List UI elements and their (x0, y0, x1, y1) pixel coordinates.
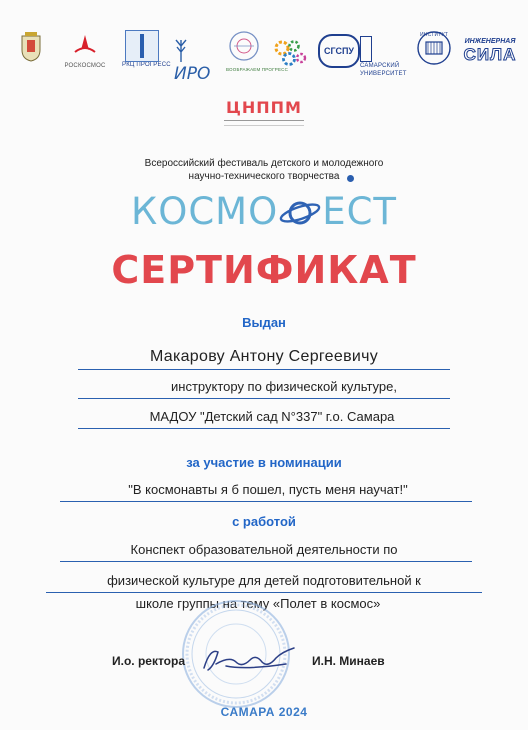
samara-university-emblem-icon (360, 36, 372, 62)
rkc-progress-label: РКЦ ПРОГРЕСС (122, 62, 171, 68)
institute-logo (416, 30, 452, 71)
iro-tree-icon (174, 34, 188, 64)
institute-label: ИНСТИТУТ (420, 32, 449, 38)
sgspu-logo (318, 34, 360, 68)
gears-logo (272, 38, 308, 73)
recipient-name: Макарову Антону Сергеевичу (149, 348, 379, 365)
recipient-underline (78, 369, 450, 370)
work-line-2-underline (46, 592, 482, 593)
work-line-1-underline (60, 561, 472, 562)
engineering-label-top: ИНЖЕНЕРНАЯ (464, 38, 516, 45)
planet-dot-icon (347, 175, 354, 182)
rkc-progress-logo (122, 30, 171, 68)
certificate-title: СЕРТИФИКАТ (111, 248, 417, 292)
organization-underline (78, 428, 450, 429)
recipient-position: инструктору по физической культуре, (171, 379, 397, 394)
cnppm-label: ЦНППМ (226, 98, 302, 117)
city-year: САМАРА 2024 (220, 705, 308, 719)
organization: МАДОУ "Детский сад N°337" г.о. Самара (149, 409, 395, 424)
signatory-name: И.Н. Минаев (312, 654, 385, 668)
kosmofest-title-left: КОСМО (130, 190, 279, 233)
iro-label: ИРО (174, 64, 211, 84)
work-title-line-1: Конспект образовательной деятельности по (130, 542, 398, 557)
work-title-line-2: физической культуре для детей подготовительной к (107, 573, 421, 588)
engineering-strength-logo (460, 38, 520, 65)
festival-description (0, 157, 528, 183)
signatory-role: И.о. ректора (112, 654, 186, 668)
festival-line-2: научно-технического творчества (188, 171, 340, 182)
partner-logos (14, 30, 519, 85)
samara-university-logo (360, 36, 410, 78)
roscosmos-logo (60, 34, 110, 69)
issued-label: Выдан (242, 315, 286, 330)
position-underline (78, 398, 450, 399)
cnppm-logo (0, 98, 528, 126)
festival-line-1: Всероссийский фестиваль детского и молодежного (144, 158, 384, 169)
imagine-progress-label: ВООБРАЖАЕМ ПРОГРЕСС (226, 67, 289, 72)
globe-icon (228, 30, 260, 62)
cnppm-caption (224, 120, 304, 126)
roscosmos-emblem-icon (72, 34, 98, 58)
roscosmos-label: РОСКОСМОС (64, 63, 106, 69)
work-title-line-3: школе группы на тему «Полет в космос» (135, 596, 381, 611)
sgspu-label: СГСПУ (323, 46, 355, 56)
engineering-label-bottom: СИЛА (463, 45, 517, 64)
nomination-title: "В космонавты я б пошел, пусть меня научат!" (128, 482, 408, 497)
signature-scribble-icon (196, 642, 300, 676)
work-label: с работой (232, 514, 296, 529)
samara-university-label: САМАРСКИЙ УНИВЕРСИТЕТ (360, 63, 407, 77)
handwritten-signature (196, 642, 300, 681)
kosmofest-title-right: ЕСТ (322, 190, 398, 233)
imagine-progress-logo (226, 30, 289, 72)
nomination-underline (60, 501, 472, 502)
planet-f-icon (278, 196, 322, 230)
gears-icon (272, 38, 308, 68)
kosmofest-title (0, 190, 528, 233)
nomination-label: за участие в номинации (186, 455, 342, 470)
coat-of-arms-logo (20, 32, 42, 67)
iro-logo (174, 34, 220, 84)
